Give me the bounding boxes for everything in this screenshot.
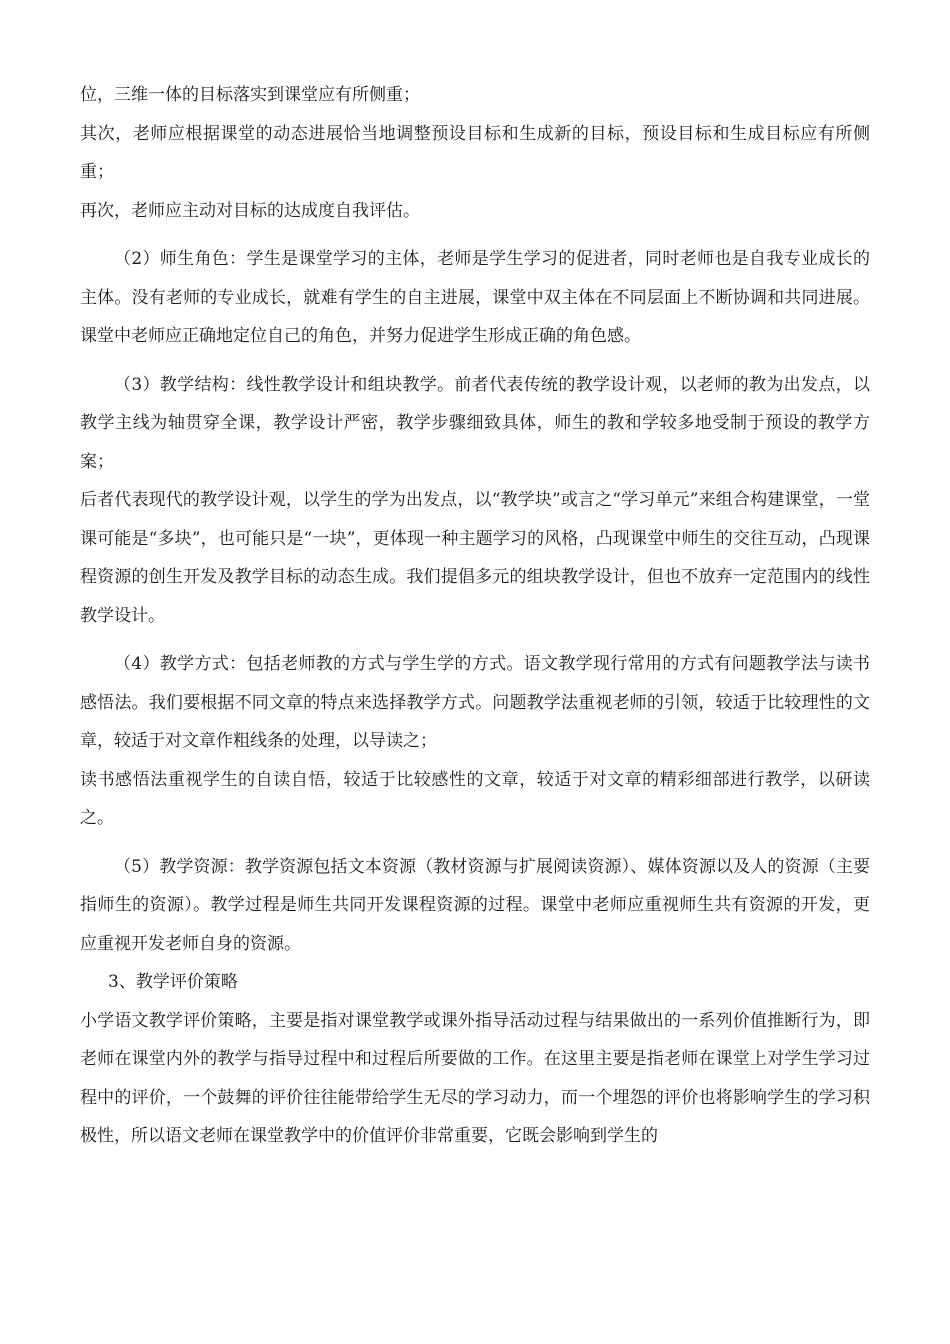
paragraph-3: 再次，老师应主动对目标的达成度自我评估。	[80, 200, 420, 221]
paragraph-reading-method: 读书感悟法重视学生的自读自悟，较适于比较感性的文章，较适于对文章的精彩细部进行教学，以研读之。	[80, 769, 870, 828]
document-page	[80, 76, 870, 1156]
paragraph-teacher-student-roles: （2）师生角色：学生是课堂学习的主体，老师是学生学习的促进者，同时老师也是自我专业成长的主体。没有老师的专业成长，就难有学生的自主进展，课堂中双主体在不同层面上不断协调和共同进展。课堂中老师应正确地定位自己的角色，并努力促进学生形成正确的角色感。	[80, 249, 870, 346]
paragraph-1: 位，三维一体的目标落实到课堂应有所侧重；	[80, 85, 420, 105]
paragraph-teaching-resources: （5）教学资源：教学资源包括文本资源（教材资源与扩展阅读资源）、媒体资源以及人的资源（主要指师生的资源）。教学过程是师生共同开发课程资源的过程。课堂中老师应重视师生共有资源的开发，更应重视开发老师自身的资源。	[80, 856, 870, 954]
paragraph-teaching-methods: （4）教学方式：包括老师教的方式与学生学的方式。语文教学现行常用的方式有问题教学法与读书感悟法。我们要根据不同文章的特点来选择教学方式。问题教学法重视老师的引领，较适于比较理性的文章，较适于对文章作粗线条的处理，以导读之；	[80, 654, 870, 751]
paragraph-modern-design: 后者代表现代的教学设计观，以学生的学为出发点，以“教学块”或言之“学习单元”来组合构建课堂，一堂课可能是“多块”，也可能只是“一块”，更体现一种主题学习的风格，凸现课堂中师生的交往互动，凸现课程资源的创生开发及教学目标的动态生成。我们提倡多元的组块教学设计，但也不放弃一定范围内的线性教学设计。	[80, 490, 870, 626]
section-heading-evaluation: 3、教学评价策略	[108, 972, 238, 992]
paragraph-evaluation-strategy: 小学语文教学评价策略，主要是指对课堂教学或课外指导活动过程与结果做出的一系列价值推断行为，即老师在课堂内外的教学与指导过程中和过程后所要做的工作。在这里主要是指老师在课堂上对学生学习过程中的评价，一个鼓舞的评价往往能带给学生无尽的学习动力，而一个埋怨的评价也将影响学生的学习积极性，所以语文老师在课堂教学中的价值评价非常重要，它既会影响到学生的	[80, 1010, 870, 1146]
paragraph-2: 其次，老师应根据课堂的动态进展恰当地调整预设目标和生成新的目标，预设目标和生成目标应有所侧重；	[80, 123, 870, 182]
paragraph-teaching-structure: （3）教学结构：线性教学设计和组块教学。前者代表传统的教学设计观，以老师的教为出发点，以教学主线为轴贯穿全课，教学设计严密，教学步骤细致具体，师生的教和学较多地受制于预设的教学方案；	[80, 374, 870, 472]
